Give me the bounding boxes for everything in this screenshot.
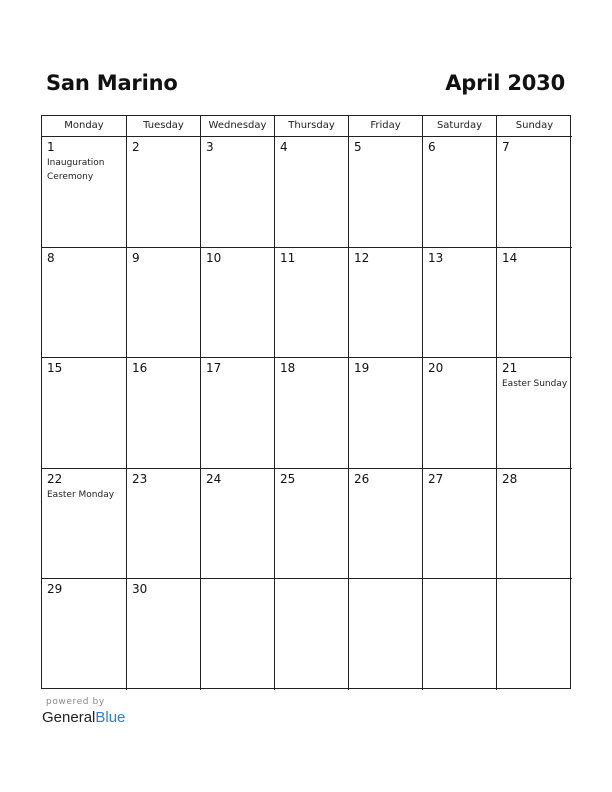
- day-number: 20: [428, 361, 444, 375]
- day-cell: [42, 579, 127, 690]
- weekday-header-saturday: Saturday: [423, 116, 497, 137]
- day-number: 27: [428, 472, 444, 486]
- day-cell: [349, 137, 423, 248]
- day-number: 11: [280, 251, 296, 265]
- day-number: 21: [502, 361, 518, 375]
- day-cell: [349, 579, 423, 690]
- day-number: 24: [206, 472, 222, 486]
- day-number: 29: [47, 582, 63, 596]
- calendar-grid: [41, 115, 571, 689]
- day-cell: [349, 469, 423, 579]
- day-number: 30: [132, 582, 148, 596]
- day-cell: [275, 469, 349, 579]
- day-number: 22: [47, 472, 63, 486]
- day-number: 5: [354, 140, 362, 154]
- day-cell: [423, 358, 497, 469]
- day-number: 17: [206, 361, 222, 375]
- day-number: 10: [206, 251, 222, 265]
- generalblue-logo: [42, 709, 125, 727]
- day-cell: [423, 137, 497, 248]
- day-number: 16: [132, 361, 148, 375]
- day-number: 19: [354, 361, 370, 375]
- day-number: 14: [502, 251, 518, 265]
- day-cell: [497, 469, 572, 579]
- day-cell: [201, 358, 275, 469]
- day-cell: [275, 358, 349, 469]
- day-number: 7: [502, 140, 510, 154]
- day-cell: [201, 248, 275, 358]
- day-cell: [349, 248, 423, 358]
- brand-general: General: [42, 709, 96, 726]
- weekday-header-monday: Monday: [42, 116, 127, 137]
- weekday-header-thursday: Thursday: [275, 116, 349, 137]
- day-number: 25: [280, 472, 296, 486]
- day-cell: [201, 579, 275, 690]
- day-number: 4: [280, 140, 288, 154]
- day-number: 6: [428, 140, 436, 154]
- day-cell: [42, 248, 127, 358]
- day-cell: [423, 579, 497, 690]
- day-cell: [497, 358, 572, 469]
- day-number: 26: [354, 472, 370, 486]
- day-cell: [497, 137, 572, 248]
- day-cell: [127, 469, 201, 579]
- day-cell: [127, 358, 201, 469]
- powered-by-label: powered by: [46, 697, 105, 707]
- day-number: 28: [502, 472, 518, 486]
- day-cell: [275, 248, 349, 358]
- weekday-header-tuesday: Tuesday: [127, 116, 201, 137]
- day-number: 9: [132, 251, 140, 265]
- day-number: 3: [206, 140, 214, 154]
- day-cell: [127, 137, 201, 248]
- day-number: 12: [354, 251, 370, 265]
- day-cell: [423, 469, 497, 579]
- day-cell: [127, 579, 201, 690]
- weekday-header-friday: Friday: [349, 116, 423, 137]
- weekday-header-sunday: Sunday: [497, 116, 572, 137]
- day-number: 13: [428, 251, 444, 265]
- brand-blue: Blue: [95, 709, 126, 726]
- day-cell: [42, 469, 127, 579]
- holiday-label: Easter Sunday: [502, 379, 568, 389]
- day-cell: [423, 248, 497, 358]
- day-cell: [201, 137, 275, 248]
- day-number: 2: [132, 140, 140, 154]
- day-cell: [275, 137, 349, 248]
- holiday-label: Easter Monday: [47, 490, 115, 500]
- day-cell: [497, 579, 572, 690]
- day-cell: [42, 137, 127, 248]
- day-cell: [275, 579, 349, 690]
- day-cell: [349, 358, 423, 469]
- day-number: 18: [280, 361, 296, 375]
- weekday-header-wednesday: Wednesday: [201, 116, 275, 137]
- day-number: 15: [47, 361, 63, 375]
- day-cell: [497, 248, 572, 358]
- month-title: April 2030: [445, 71, 565, 95]
- day-number: 1: [47, 140, 55, 154]
- holiday-label: Inauguration Ceremony: [47, 158, 105, 182]
- day-cell: [127, 248, 201, 358]
- day-cell: [42, 358, 127, 469]
- day-number: 23: [132, 472, 148, 486]
- country-title: San Marino: [46, 71, 178, 95]
- day-number: 8: [47, 251, 55, 265]
- day-cell: [201, 469, 275, 579]
